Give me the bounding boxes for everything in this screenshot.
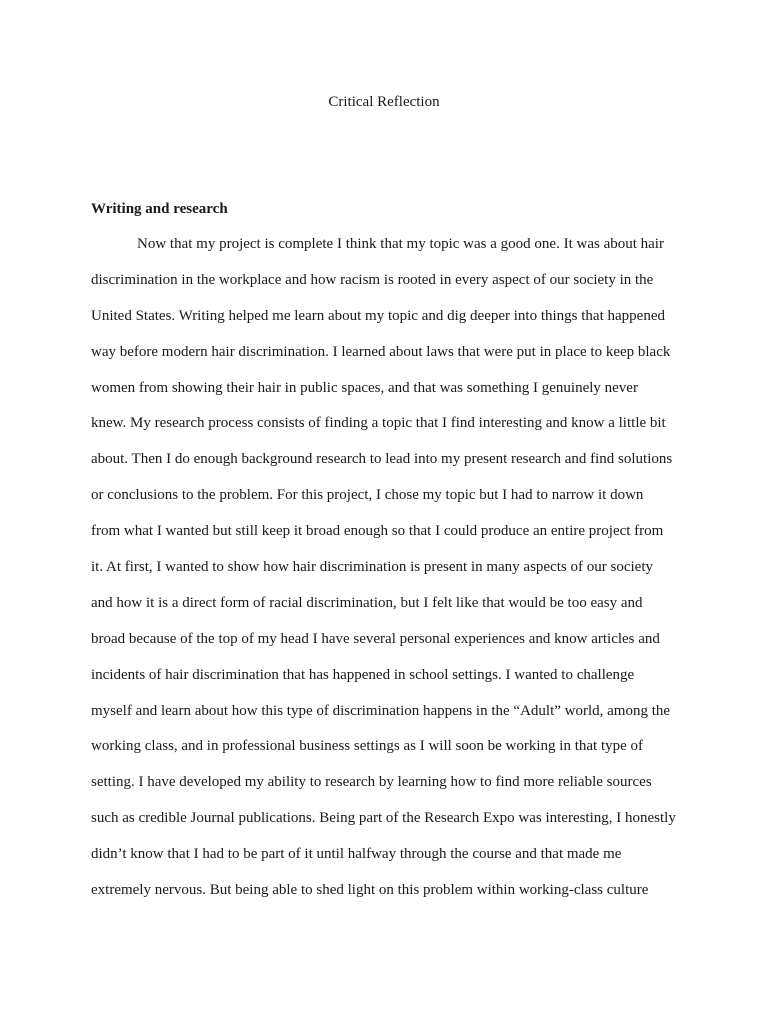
paragraph-line: or conclusions to the problem. For this project, I chose my topic but I had to narrow it down [91,487,644,504]
paragraph-line: setting. I have developed my ability to research by learning how to find more reliable sources [91,774,652,791]
paragraph-line: it. At first, I wanted to show how hair discrimination is present in many aspects of our society [91,559,653,576]
paragraph-line: way before modern hair discrimination. I learned about laws that were put in place to keep black [91,343,671,360]
paragraph-line: such as credible Journal publications. Being part of the Research Expo was interesting, I honestly [91,810,676,827]
paragraph-line: broad because of the top of my head I have several personal experiences and know articles and [91,630,660,647]
paragraph-line: extremely nervous. But being able to shed light on this problem within working-class culture [91,882,649,899]
paragraph-line: myself and learn about how this type of discrimination happens in the “Adult” world, among the [91,702,671,719]
paragraph-line: from what I wanted but still keep it broad enough so that I could produce an entire project from [91,523,664,540]
paragraph-line: didn’t know that I had to be part of it until halfway through the course and that made me [91,846,622,863]
paragraph-line: working class, and in professional business settings as I will soon be working in that type of [91,738,644,755]
paragraph-line: women from showing their hair in public spaces, and that was something I genuinely never [91,379,638,396]
paragraph-line: Now that my project is complete I think that my topic was a good one. It was about hair [137,236,664,252]
body-paragraph [91,234,691,916]
paragraph-line: incidents of hair discrimination that has happened in school settings. I wanted to challenge [91,666,635,683]
paragraph-line: knew. My research process consists of finding a topic that I find interesting and know a little bit [91,415,666,432]
document-title: Critical Reflection [328,94,440,110]
paragraph-line: and how it is a direct form of racial discrimination, but I felt like that would be too easy and [91,594,643,611]
section-heading: Writing and research [91,201,228,217]
paragraph-line: United States. Writing helped me learn about my topic and dig deeper into things that happened [91,307,665,324]
paragraph-line: about. Then I do enough background research to lead into my present research and find solutions [91,451,673,468]
paragraph-line: discrimination in the workplace and how racism is rooted in every aspect of our society in the [91,271,654,288]
